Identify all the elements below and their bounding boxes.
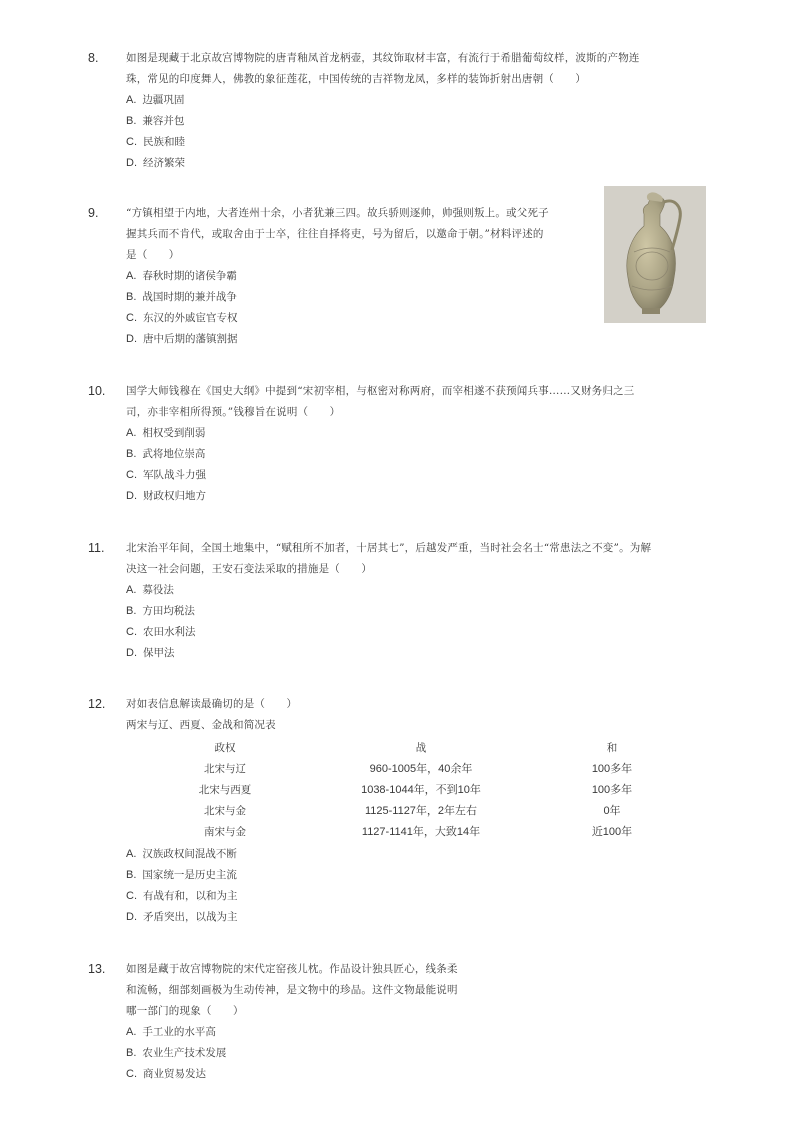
- option-a[interactable]: A. 手工业的水平高: [126, 1026, 216, 1038]
- header-peace: 和: [606, 742, 618, 754]
- option-c[interactable]: C. 军队战斗力强: [126, 469, 206, 481]
- question-number: 9.: [88, 206, 99, 220]
- question-stem-line: 珠，常见的印度舞人，佛教的象征莲花，中国传统的吉祥物龙凤，多样的装饰折射出唐朝（ ）: [126, 73, 587, 85]
- header-war: 战: [415, 742, 427, 754]
- table-row: [126, 822, 686, 843]
- question-number: 13.: [88, 962, 106, 976]
- question-number: 10.: [88, 384, 106, 398]
- option-c[interactable]: C. 农田水利法: [126, 626, 196, 638]
- option-b[interactable]: B. 武将地位崇高: [126, 448, 206, 460]
- option-b[interactable]: B. 国家统一是历史主流: [126, 869, 237, 881]
- option-a[interactable]: A. 募役法: [126, 584, 174, 596]
- table-header-row: [126, 738, 686, 759]
- question-number: 12.: [88, 697, 106, 711]
- option-d[interactable]: D. 财政权归地方: [126, 490, 206, 502]
- cell-regime: 北宋与辽: [204, 763, 246, 775]
- vase-illustration: [604, 186, 706, 323]
- phoenix-head-dragon-handle-ewer-image: [604, 186, 706, 323]
- option-d[interactable]: D. 保甲法: [126, 647, 175, 659]
- table-row: [126, 780, 686, 801]
- question-stem-line: 对如表信息解读最确切的是（ ）: [126, 698, 298, 710]
- option-a[interactable]: A. 汉族政权间混战不断: [126, 848, 237, 860]
- option-b[interactable]: B. 兼容并包: [126, 115, 185, 127]
- cell-war: 1038-1044年，不到10年: [361, 784, 481, 796]
- option-a[interactable]: A. 春秋时期的诸侯争霸: [126, 270, 237, 282]
- question-stem-line: 和流畅，细部刻画极为生动传神，是文物中的珍品。这件文物最能说明: [126, 984, 458, 996]
- question-stem-line: 司，亦非宰相所得预。”钱穆旨在说明（ ）: [126, 406, 341, 418]
- question-stem-line: 如图是藏于故宫博物院的宋代定窑孩儿枕。作品设计独具匠心，线条柔: [126, 963, 458, 975]
- question-stem-line: 决这一社会问题，王安石变法采取的措施是（ ）: [126, 563, 373, 575]
- option-d[interactable]: D. 矛盾突出，以战为主: [126, 911, 238, 923]
- cell-regime: 北宋与金: [204, 805, 246, 817]
- cell-war: 1125-1127年，2年左右: [364, 805, 478, 817]
- question-stem-line: 国学大师钱穆在《国史大纲》中提到“宋初宰相，与枢密对称两府，而宰相遂不获预闻兵事……又财务归之三: [126, 385, 635, 397]
- option-d[interactable]: D. 唐中后期的藩镇割据: [126, 333, 238, 345]
- question-stem-line: 哪一部门的现象（ ）: [126, 1005, 244, 1017]
- option-b[interactable]: B. 方田均税法: [126, 605, 195, 617]
- question-number: 11.: [88, 541, 105, 555]
- question-number: 8.: [88, 51, 99, 65]
- cell-regime: 北宋与西夏: [198, 784, 252, 796]
- option-c[interactable]: C. 民族和睦: [126, 136, 185, 148]
- option-b[interactable]: B. 战国时期的兼并战争: [126, 291, 237, 303]
- question-stem-line: 如图是现藏于北京故宫博物院的唐青釉凤首龙柄壶，其纹饰取材丰富，有流行于希腊葡萄纹样，波斯的产物连: [126, 52, 640, 64]
- question-stem-line: “方镇相望于内地，大者连州十余，小者犹兼三四。故兵骄则逐帅，帅强则叛上。或父死子: [126, 207, 549, 219]
- table-row: [126, 759, 686, 780]
- option-a[interactable]: A. 边疆巩固: [126, 94, 185, 106]
- cell-peace: 100多年: [591, 763, 633, 775]
- question-stem-line: 握其兵而不肯代，或取舍由于士卒，往往自择将吏，号为留后，以邀命于朝。”材料评述的: [126, 228, 544, 240]
- table-row: [126, 801, 686, 822]
- option-a[interactable]: A. 相权受到削弱: [126, 427, 206, 439]
- cell-regime: 南宋与金: [204, 826, 246, 838]
- cell-peace: 0年: [603, 805, 621, 817]
- question-stem-line: 北宋治平年间，全国土地集中，“赋租所不加者，十居其七”，后越发严重，当时社会名士“常患法之不变”。为解: [126, 542, 652, 554]
- question-stem-line: 是（ ）: [126, 249, 180, 261]
- cell-war: 1127-1141年，大致14年: [361, 826, 481, 838]
- option-c[interactable]: C. 东汉的外戚宦官专权: [126, 312, 238, 324]
- option-d[interactable]: D. 经济繁荣: [126, 157, 185, 169]
- cell-war: 960-1005年，40余年: [369, 763, 473, 775]
- table-caption: 两宋与辽、西夏、金战和简况表: [126, 719, 276, 731]
- option-c[interactable]: C. 商业贸易发达: [126, 1068, 206, 1080]
- cell-peace: 100多年: [591, 784, 633, 796]
- header-regime: 政权: [214, 742, 236, 754]
- cell-peace: 近100年: [591, 826, 633, 838]
- option-c[interactable]: C. 有战有和，以和为主: [126, 890, 238, 902]
- option-b[interactable]: B. 农业生产技术发展: [126, 1047, 227, 1059]
